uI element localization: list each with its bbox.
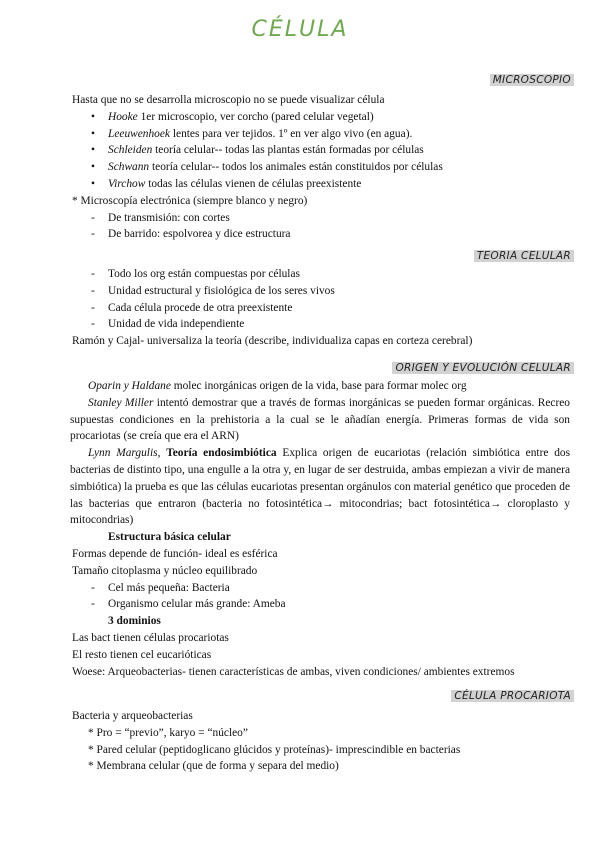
paragraph-text: Explica origen de eucariotas (relación simbiótica entre dos bacterias de distinto tipo, una engulle a la otra y, en lugar de ser destruida, ambas empiezan a vivir de manera simbiótica) la prueba es que las células eucariotas presentan orgánulos con material genético que proceden de las bacterias que entraron (bacteria no fotosintética→ mitocondrias; bact fotosintética→ cloroplasto y mitocondrias): [70, 447, 571, 527]
section-header-microscopio: [490, 72, 574, 89]
scientist-name: Lynn Margulis: [88, 447, 158, 460]
paragraph: Tamaño citoplasma y núcleo equilibrado: [72, 564, 258, 577]
paragraph: Las bact tienen células procariotas: [72, 631, 229, 644]
list-item: * Membrana celular (que de forma y separa del medio): [88, 760, 339, 773]
paragraph-text: intentó demostrar que a través de formas inorgánicas se pueden formar orgánicas. Recreo supuestas condiciones en la prehistoria a la cual se le añadían energía. Primeras formas de vida son procariotas (se creía que era el ARN): [70, 396, 570, 443]
list-item-text: teoría celular-- todas las plantas están formadas por células: [152, 144, 424, 157]
theory-name: Teoría endosimbiótica: [166, 447, 277, 460]
list-item: - Unidad estructural y fisiológica de los seres vivos: [0, 283, 600, 300]
list-item: [0, 176, 600, 193]
section-header-origen: [392, 360, 574, 377]
subheading: [0, 529, 600, 546]
paragraph: [0, 395, 600, 445]
section-procariota: [0, 708, 600, 775]
scientist-name: Hooke: [108, 110, 138, 123]
note: * Microscopía electrónica (siempre blanco y negro): [72, 194, 308, 207]
paragraph: Bacteria y arqueobacterias: [72, 710, 193, 722]
paragraph: [0, 378, 600, 395]
list-item-text: todas las células vienen de células preexistente: [145, 177, 362, 190]
scientist-name: Leeuwenhoek: [108, 127, 170, 140]
list-item: - Todo los org están compuestas por células: [0, 266, 600, 283]
list-item: - Organismo celular más grande: Ameba: [0, 596, 600, 613]
paragraph: El resto tienen cel eucarióticas: [72, 648, 212, 661]
list-item: - Unidad de vida independiente: [0, 316, 600, 333]
paragraph: Hasta que no se desarrolla microscopio no se puede visualizar célula: [72, 94, 385, 106]
section-header-label: CÉLULA PROCARIOTA: [451, 690, 574, 702]
section-origen: [0, 378, 600, 680]
section-header-label: ORIGEN Y EVOLUCIÓN CELULAR: [392, 362, 574, 374]
subheading: [0, 613, 600, 630]
list-item-text: lentes para ver tejidos. 1º en ver algo vivo (en agua).: [170, 127, 413, 140]
list-item: * Pro = “previo”, karyo = “núcleo”: [88, 726, 248, 739]
list-item: - Cada célula procede de otra preexistente: [0, 300, 600, 317]
list-item: [0, 159, 600, 176]
paragraph: Ramón y Cajal- universaliza la teoría (describe, individualiza capas en corteza cerebral): [72, 335, 473, 348]
list-item: - Cel más pequeña: Bacteria: [0, 580, 600, 597]
section-header-procariota: [451, 688, 574, 705]
scientist-name: Virchow: [108, 177, 146, 190]
paragraph: Woese: Arqueobacterias- tienen características de ambas, viven condiciones/ ambientes extremos: [72, 665, 515, 678]
paragraph: [0, 445, 600, 529]
list-item: [0, 142, 600, 159]
list-item: [0, 126, 600, 143]
page-title: CÉLULA: [251, 17, 349, 42]
paragraph: Formas depende de función- ideal es esférica: [72, 547, 278, 560]
list-item: - De transmisión: con cortes: [0, 210, 600, 227]
list-item-text: teoría celular-- todos los animales están constituidos por células: [149, 161, 443, 174]
section-microscopio: [0, 92, 600, 243]
list-item: [0, 109, 600, 126]
section-header-label: MICROSCOPIO: [490, 74, 574, 86]
scientist-name: Oparin y Haldane: [88, 380, 171, 392]
scientist-name: Schleiden: [108, 144, 153, 157]
subheading-text: Estructura básica celular: [108, 531, 231, 544]
section-teoria-celular: [0, 266, 600, 350]
separator: ,: [157, 447, 167, 460]
scientist-name: Stanley Miller: [88, 396, 154, 409]
section-header-teoria-celular: [474, 248, 574, 265]
list-item: - De barrido: espolvorea y dice estructura: [0, 226, 600, 243]
subheading-text: 3 dominios: [108, 615, 161, 628]
list-item-text: 1er microscopio, ver corcho (pared celular vegetal): [137, 110, 374, 123]
list-item: * Pared celular (peptidoglicano glúcidos y proteínas)- imprescindible en bacterias: [88, 743, 461, 756]
section-header-label: TEORIA CELULAR: [474, 250, 574, 262]
scientist-name: Schwann: [108, 161, 150, 174]
paragraph-text: molec inorgánicas origen de la vida, base para formar molec org: [170, 380, 467, 392]
